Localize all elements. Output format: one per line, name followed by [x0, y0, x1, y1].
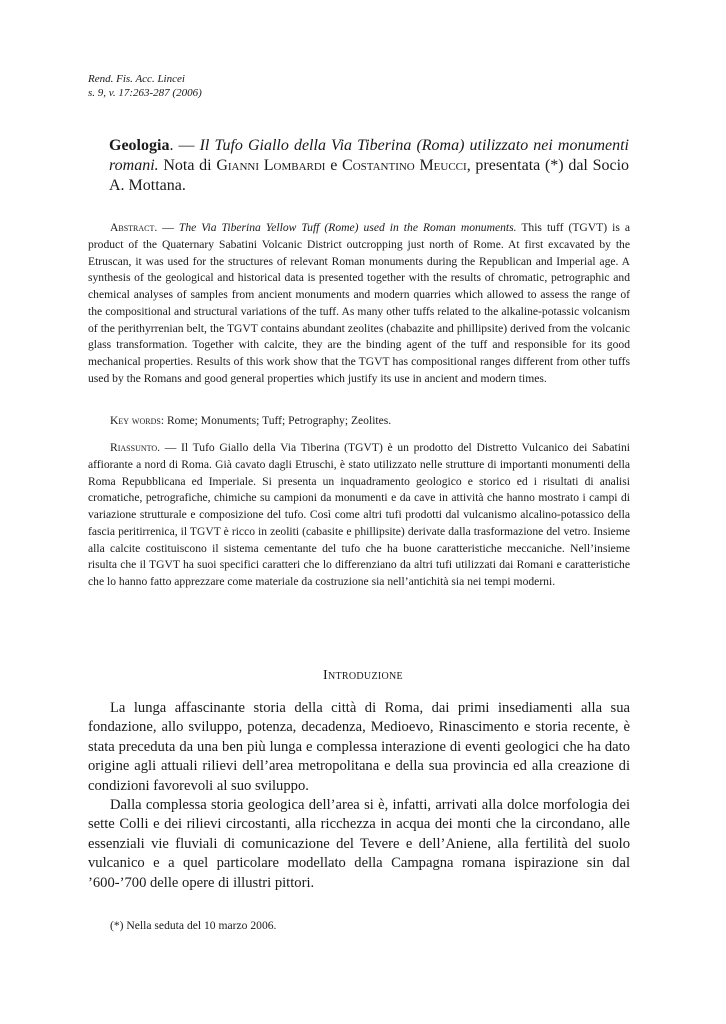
- author-2: Costantino Meucci: [342, 157, 467, 174]
- riassunto-paragraph: [88, 440, 630, 591]
- riassunto-section: [88, 440, 630, 591]
- keywords-line: [110, 413, 391, 429]
- paper-title-block: [109, 136, 629, 196]
- body-text: [88, 699, 630, 893]
- abstract-paragraph: [88, 220, 630, 388]
- riassunto-text: . — Il Tufo Giallo della Via Tiberina (TGVT) è un prodotto del Distretto Vulcanico dei Sabatini affiorante a nord di Roma. Già cavato dagli Etruschi, è stato utilizzato nelle strutture di importanti monumenti della Roma Repubblicana ed Imperiale. Si presenta un inquadramento geologico e storico ed i risultati di analisi cromatiche, petrografiche, chimiche su campioni da monumenti e da cave in attività che hanno mostrato i campi di variazione strutturale e composizione del tufo. Così come altri tufi prodotti dal vulcanismo alcalino-potassico della fascia peritirrenica, il TGVT è ricco in zeoliti (cabasite e phillipsite) derivate dalla trasformazione del vetro. Insieme alla calcite costituiscono il sistema cementante del tufo che ha buone caratteristiche meccaniche. Nell’insieme risulta che il TGVT ha suoi specifici caratteri che lo differenziano da altri tufi utilizzati dai Romani e caratteristiche che lo hanno fatto apprezzare come materiale da costruzione sia nell’antichità sia nei tempi moderni.: [88, 441, 630, 588]
- section-heading-introduzione: Introduzione: [323, 668, 403, 683]
- journal-volume: s. 9, v. 17:263-287 (2006): [88, 87, 202, 99]
- abstract-text: This tuff (TGVT) is a product of the Quaternary Sabatini Volcanic District outcropping just north of Rome. At first excavated by the Etruscan, it was used for the structures of relevant Roman monuments during the Republican and Imperial age. A synthesis of the geological and historical data is presented together with the results of chromatic, petrographic and chemical analyses of samples from ancient monuments and modern quarries which allowed to assess the range of the compositional and structural variations of the tuff. As many other tuffs related to the alkaline-potassic volcanism of the perithyrrenian belt, the TGVT contains abundant zeolites (chabazite and phillipsite) derived from the volcanic glass transformation. Together with calcite, they are the binding agent of the tuff and responsible for its good mechanical properties. Results of this work show that the TGVT has compositional ranges different from other tuffs used by the Romans and good general properties which justify its use in ancient and modern times.: [88, 221, 630, 385]
- nota-di-text: Nota di: [158, 157, 217, 174]
- presentation-text: , presentata (*) dal Socio A. Mottana.: [109, 157, 630, 194]
- author-1: Gianni Lombardi: [216, 157, 326, 174]
- abstract-dash: . —: [154, 221, 179, 234]
- footnote: (*) Nella seduta del 10 marzo 2006.: [110, 919, 277, 932]
- abstract-label: Abstract: [110, 221, 155, 234]
- keywords-label: Key words: [110, 414, 161, 427]
- keywords-text: : Rome; Monuments; Tuff; Petrography; Zeolites.: [160, 414, 392, 427]
- abstract-section: [88, 220, 630, 388]
- abstract-english-title: The Via Tiberina Yellow Tuff (Rome) used in the Roman monuments.: [178, 221, 517, 234]
- paper-title: Il Tufo Giallo della Via Tiberina (Roma) utilizzato nei monumenti romani.: [109, 137, 629, 174]
- body-paragraph-1: La lunga affascinante storia della città di Roma, dai primi insediamenti alla sua fondazione, allo sviluppo, potenza, decadenza, Medioevo, Rinascimento e storia recente, è stata preceduta da una ben più lunga e complessa interazione di eventi geologici che ha dato origine agli attuali rilievi dell’area metropolitana e della sua provincia ed alla creazione di condizioni favorevoli al suo sviluppo.: [88, 700, 630, 794]
- title-separator: . —: [169, 137, 200, 154]
- riassunto-label: Riassunto: [110, 441, 158, 454]
- discipline-label: Geologia: [109, 137, 170, 154]
- journal-name: Rend. Fis. Acc. Lincei: [88, 73, 185, 85]
- author-conjunction: e: [325, 157, 343, 174]
- journal-reference: [88, 72, 202, 100]
- body-paragraph-2: Dalla complessa storia geologica dell’area si è, infatti, arrivati alla dolce morfologia dei sette Colli e dei rilievi circostanti, alla ricchezza in acqua dei monti che la circondano, alle essenziali vie fluviali di comunicazione del Tevere e dell’Aniene, alla fertilità del suolo vulcanico e a quel particolare modellato della Campagna romana ispirazione sin dal ’600-’700 delle opere di illustri pittori.: [88, 797, 630, 891]
